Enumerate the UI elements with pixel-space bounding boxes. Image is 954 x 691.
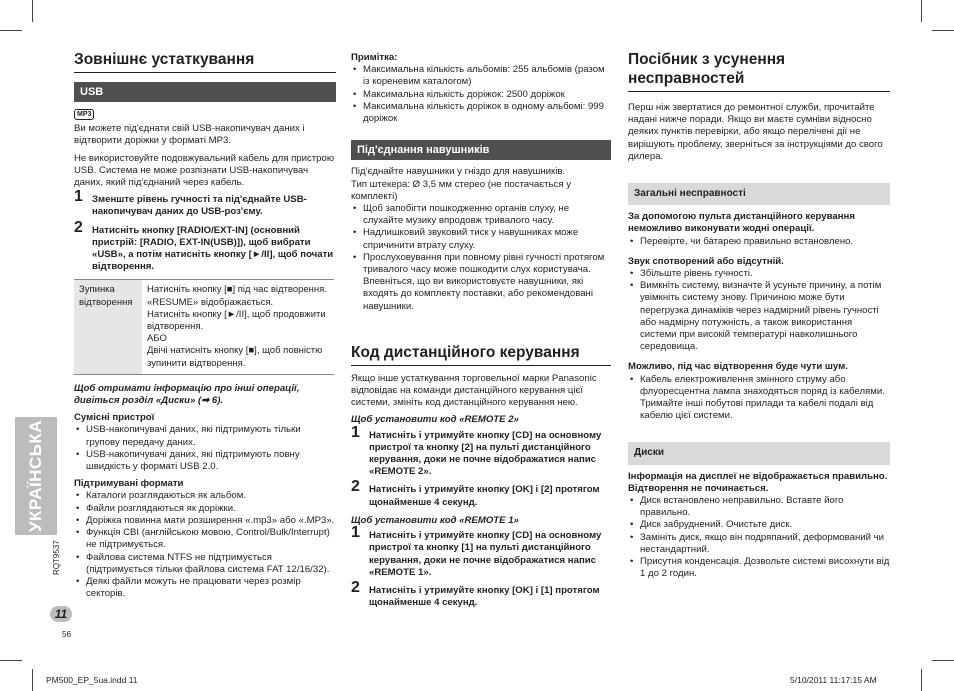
stop-instructions xyxy=(142,280,334,374)
issue-solutions xyxy=(628,236,890,248)
remote-intro: Якщо інше устаткування торговельної марки Panasonic відповідає на команди дистанційного керування цієї системи, змініть код дистанційного керування нею. xyxy=(351,372,597,409)
supported-formats-title: Підтримувані формати xyxy=(74,478,184,490)
page-circle xyxy=(50,606,72,622)
headphones-warnings xyxy=(351,203,611,313)
issue-title: За допомогою пульта дистанційного керування неможливо виконувати жодні операції. xyxy=(628,211,855,235)
stop-text: Натисніть кнопку [■] під час відтворення. «RESUME» відображається. xyxy=(147,284,327,308)
list-item: • Максимальна кількість альбомів: 255 альбомів (разом із кореневим каталогом) xyxy=(363,64,611,88)
document-code xyxy=(52,540,61,575)
list-item: • USB-накопичувачі даних, які підтримують повну швидкість у форматі USB 2.0. xyxy=(86,449,336,473)
stop-playback-table xyxy=(74,279,334,374)
step-number: 2 xyxy=(351,478,360,496)
info-reference: Щоб отримати інформацію про інші операції, дивіться розділ «Диски» (➡ 6). xyxy=(74,382,300,407)
list-item: • Присутня конденсація. Дозвольте системі висохнути від 1 до 2 годин. xyxy=(640,556,890,580)
page-number: 56 xyxy=(62,630,71,639)
section-heading-remote: Код дистанційного керування xyxy=(351,343,580,361)
list-item: • Доріжка повинна мати розширення «.mp3» або «.MP3». xyxy=(86,515,336,527)
footer-file: PM500_EP_5ua.indd 11 xyxy=(46,675,138,685)
resume-text: Натисніть кнопку [►/II], щоб продовжити відтворення. xyxy=(147,308,326,333)
troubleshooting-intro: Перш ніж звертатися до ремонтної служби, прочитайте надані нижче поради. Якщо ви маєте сумніви відносно деяких пунктів перевірки, або якщо перелічені дії не вирішують проблему, зверніться за інструкціями до свого дилера. xyxy=(628,102,883,162)
list-item: • USB-накопичувачі даних, які підтримують тільки групову передачу даних. xyxy=(86,424,336,448)
issue-solutions xyxy=(628,495,890,580)
note-list xyxy=(351,64,611,125)
list-item: • Максимальна кількість доріжок в одному альбомі: 999 доріжок xyxy=(363,101,611,125)
language-tab-label: УКРАЇНСЬКА xyxy=(26,419,45,533)
step-text: Натисніть і утримуйте кнопку [CD] на основному пристрої та кнопку [1] на пульті дистанційного керування, доки не почне відображатися напис «REMOTE 1». xyxy=(369,530,602,578)
remote2-step-1 xyxy=(351,423,611,479)
issue-solutions xyxy=(628,374,890,423)
list-item: • Файлова система NTFS не підтримується (підтримується тільки файлова система FAT 12/16/32). xyxy=(86,552,336,576)
issue-title: Інформація на дисплеї не відображається правильно. Відтворення не починається. xyxy=(628,470,888,494)
remote1-step-2 xyxy=(351,578,611,609)
stop-label: Зупинка відтворення xyxy=(74,280,142,374)
list-item: • Максимальна кількість доріжок: 2500 доріжок xyxy=(363,89,611,101)
discs-bar: Диски xyxy=(628,442,890,464)
issue-title: Можливо, під час відтворення буде чути шум. xyxy=(628,361,848,373)
step-number: 1 xyxy=(351,423,360,441)
step-number: 2 xyxy=(351,578,360,596)
heading-rule xyxy=(628,91,890,92)
crop-mark xyxy=(932,660,954,661)
remote2-step-2 xyxy=(351,478,611,508)
footer-date: 5/10/2011 11:17:15 AM xyxy=(790,675,877,685)
full-stop-text: Двічі натисніть кнопку [■], щоб повністю зупинити відтворення. xyxy=(147,345,323,369)
step-text: Натисніть і утримуйте кнопку [CD] на основному пристрої та кнопку [2] на пульті дистанційного керування, доки не почне відображатися напис «REMOTE 2». xyxy=(369,429,602,478)
usb-intro: Ви можете під'єднати свій USB-накопичувач даних і відтворити доріжки у форматі MP3. xyxy=(74,123,305,147)
crop-mark xyxy=(932,30,954,31)
supported-formats-list xyxy=(74,490,336,600)
remote2-title: Щоб установити код «REMOTE 2» xyxy=(351,414,519,426)
list-item: • Прослуховування при повному рівні гучності протягом тривалого часу може пошкодити слух користувача. Впевніться, що ви використовуєте навушники, які входять до комплекту поставки, або рекомендовані навушники. xyxy=(363,252,611,313)
remote1-title: Щоб установити код «REMOTE 1» xyxy=(351,514,519,526)
step-number: 1 xyxy=(351,524,360,542)
step-text: Зменште рівень гучності та під'єднайте USB-накопичувач даних до USB-роз'єму. xyxy=(92,194,307,218)
step-number: 2 xyxy=(74,218,83,236)
remote1-step-1 xyxy=(351,524,611,579)
list-item: • Диск забруднений. Очистьте диск. xyxy=(640,519,890,531)
mp3-badge: MP3 xyxy=(74,109,94,120)
crop-mark xyxy=(32,0,33,22)
step-number: 1 xyxy=(74,188,83,206)
list-item: • Файли розглядаються як доріжки. xyxy=(86,503,336,515)
step-text: Натисніть кнопку [RADIO/EXT-IN] (основний пристрій: [RADIO, EXT-IN(USB)]), щоб вибрати «USB», а потім натисніть кнопку [►/II], щоб почати відтворення. xyxy=(92,224,334,273)
crop-mark xyxy=(32,669,33,691)
compatible-devices-title: Сумісні пристрої xyxy=(74,412,155,424)
compatible-devices-list xyxy=(74,424,336,473)
list-item: • Перевірте, чи батарею правильно встановлено. xyxy=(640,236,890,248)
heading-rule xyxy=(74,72,336,73)
general-issues-bar: Загальні несправності xyxy=(628,183,890,205)
crop-mark xyxy=(921,669,922,691)
crop-mark xyxy=(921,0,922,22)
step-text: Натисніть і утримуйте кнопку [OK] і [1] протягом щонайменше 4 секунд. xyxy=(369,584,600,609)
headphones-bar: Під'єднання навушників xyxy=(351,140,611,160)
list-item: • Замініть диск, якщо він подряпаний, деформований чи нестандартний. xyxy=(640,532,890,556)
section-heading-troubleshooting: Посібник з усунення несправностей xyxy=(628,51,786,87)
left-column xyxy=(74,50,336,600)
list-item: • Деякі файли можуть не працювати через розмір секторів. xyxy=(86,576,336,600)
plug-type: Тип штекера: Ø 3,5 мм стерео (не постачається у комплекті) xyxy=(351,178,572,202)
usb-step-1 xyxy=(74,188,336,218)
step-text: Натисніть і утримуйте кнопку [OK] і [2] протягом щонайменше 4 секунд. xyxy=(369,484,600,508)
or-text: АБО xyxy=(147,333,167,345)
list-item: • Функція CBI (англійською мовою, Control/Bulk/Interrupt) не підтримується. xyxy=(86,527,336,551)
usb-bar: USB xyxy=(74,82,336,102)
document-code-text: RQT9537 xyxy=(52,540,61,575)
list-item: • Вимкніть систему, визначте й усуньте причину, а потім увімкніть систему знову. Причиною може бути перегрузка динаміків через надмірний рівень гучності або надмірну потужність, а також використання системи при високій температурі навколишнього середовища. xyxy=(640,280,890,353)
language-tab xyxy=(15,417,57,535)
list-item: • Каталоги розглядаються як альбом. xyxy=(86,490,336,502)
list-item: • Щоб запобігти пошкодженню органів слуху, не слухайте музику впродовж тривалого часу. xyxy=(363,203,611,227)
issue-solutions xyxy=(628,268,890,353)
page-circle-number: 11 xyxy=(54,607,68,621)
list-item: • Диск встановлено неправильно. Вставте його правильно. xyxy=(640,495,890,519)
right-column xyxy=(628,50,890,581)
list-item: • Збільште рівень гучності. xyxy=(640,268,890,280)
usb-step-2 xyxy=(74,218,336,274)
usb-cable-warning: Не використовуйте подовжувальний кабель для пристрою USB. Система не може розпізнати USB-накопичувач даних, який під'єднаний через кабель. xyxy=(74,152,335,189)
middle-column xyxy=(351,52,611,615)
crop-mark xyxy=(0,660,22,661)
issue-title: Звук спотворений або відсутній. xyxy=(628,255,784,267)
list-item: • Кабель електроживлення змінного струму або флуоресцентна лампа знаходяться поряд із кабелями. Тримайте інші побутові прилади та кабелі подалі від кабелю цієї системи. xyxy=(640,374,890,423)
headphones-connect: Під'єднайте навушники у гніздо для навушників. xyxy=(351,166,566,178)
list-item: • Надлишковий звуковий тиск у навушниках може спричинити втрату слуху. xyxy=(363,227,611,251)
note-title: Примітка: xyxy=(351,52,398,63)
heading-rule xyxy=(351,365,611,366)
crop-mark xyxy=(0,30,22,31)
section-heading-external: Зовнішнє устаткування xyxy=(74,51,255,68)
